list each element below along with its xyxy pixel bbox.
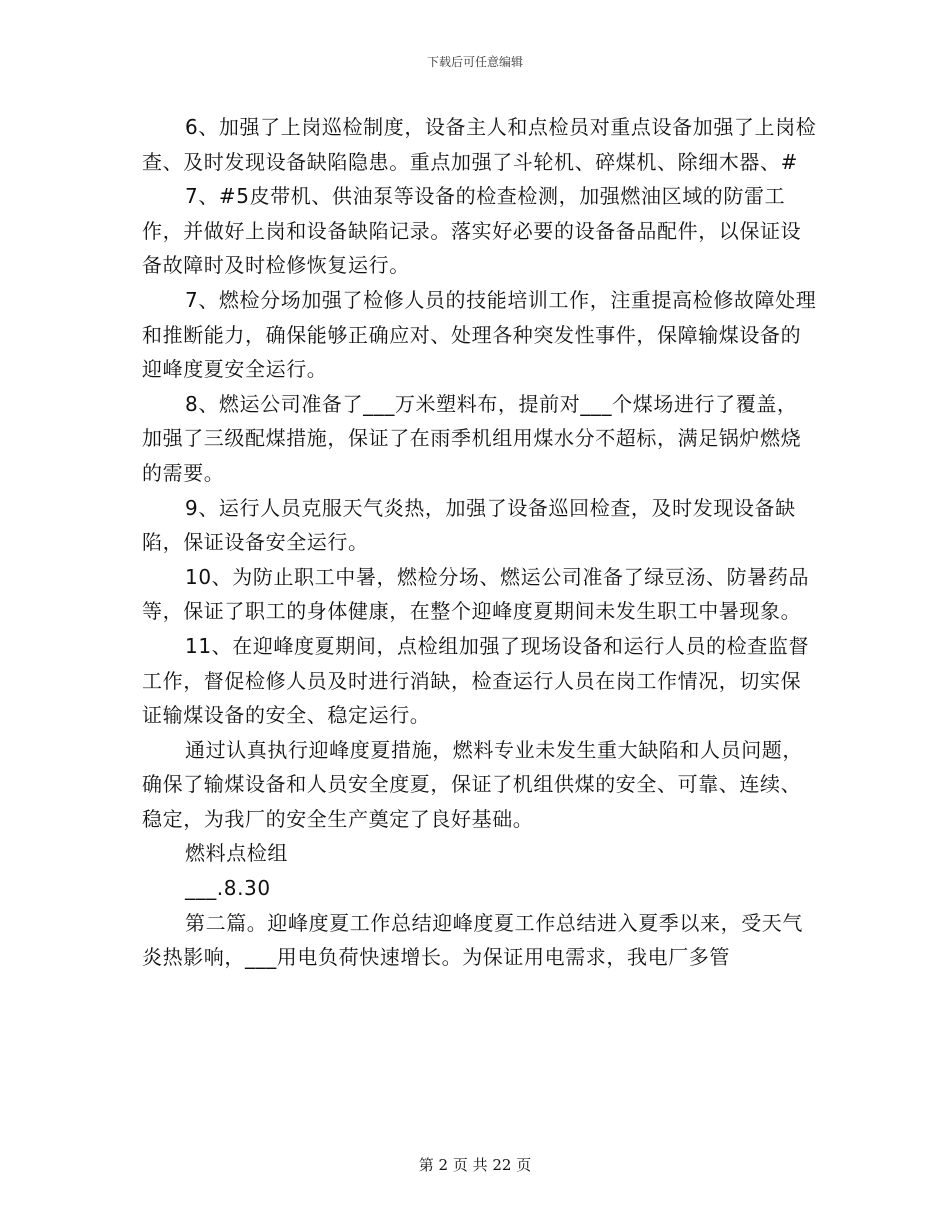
page-header: 下载后可任意编辑 [426, 55, 523, 69]
date-line: ___.8.30 [185, 876, 271, 901]
document-body [142, 110, 817, 975]
paragraph: 8、燃运公司准备了___万米塑料布，提前对___个煤场进行了覆盖，加强了三级配煤措施，保证了在雨季机组用煤水分不超标，满足锅炉燃烧的需要。 [142, 391, 802, 485]
paragraph: 9、运行人员克服天气炎热，加强了设备巡回检查，及时发现设备缺陷，保证设备安全运行。 [142, 495, 796, 555]
paragraph: 7、#5皮带机、供油泵等设备的检查检测，加强燃油区域的防雷工作，并做好上岗和设备缺陷记录。落实好必要的设备备品配件，以保证设备故障时及时检修恢复运行。 [142, 184, 802, 278]
paragraph: 11、在迎峰度夏期间，点检组加强了现场设备和运行人员的检查监督工作，督促检修人员及时进行消缺，检查运行人员在岗工作情况，切实保证输煤设备的安全、稳定运行。 [142, 633, 810, 728]
paragraph: 通过认真执行迎峰度夏措施，燃料专业未发生重大缺陷和人员问题，确保了输煤设备和人员安全度夏，保证了机组供煤的安全、可靠、连续、稳定，为我厂的安全生产奠定了良好基础。 [142, 737, 803, 831]
paragraph: 10、为防止职工中暑，燃检分场、燃运公司准备了绿豆汤、防暑药品等，保证了职工的身体健康，在整个迎峰度夏期间未发生职工中暑现象。 [142, 564, 810, 624]
page-number: 第 2 页 共 22 页 [418, 1156, 532, 1174]
paragraph: 7、燃检分场加强了检修人员的技能培训工作，注重提高检修故障处理和推断能力，确保能够正确应对、处理各种突发性事件，保障输煤设备的迎峰度夏安全运行。 [142, 287, 817, 382]
paragraph: 第二篇。迎峰度夏工作总结迎峰度夏工作总结进入夏季以来，受天气炎热影响，___用电负荷快速增长。为保证用电需求，我电厂多管 [142, 910, 803, 970]
signature-line: 燃料点检组 [185, 841, 288, 866]
paragraph: 6、加强了上岗巡检制度，设备主人和点检员对重点设备加强了上岗检查、及时发现设备缺陷隐患。重点加强了斗轮机、碎煤机、除细木器、# [142, 115, 817, 174]
